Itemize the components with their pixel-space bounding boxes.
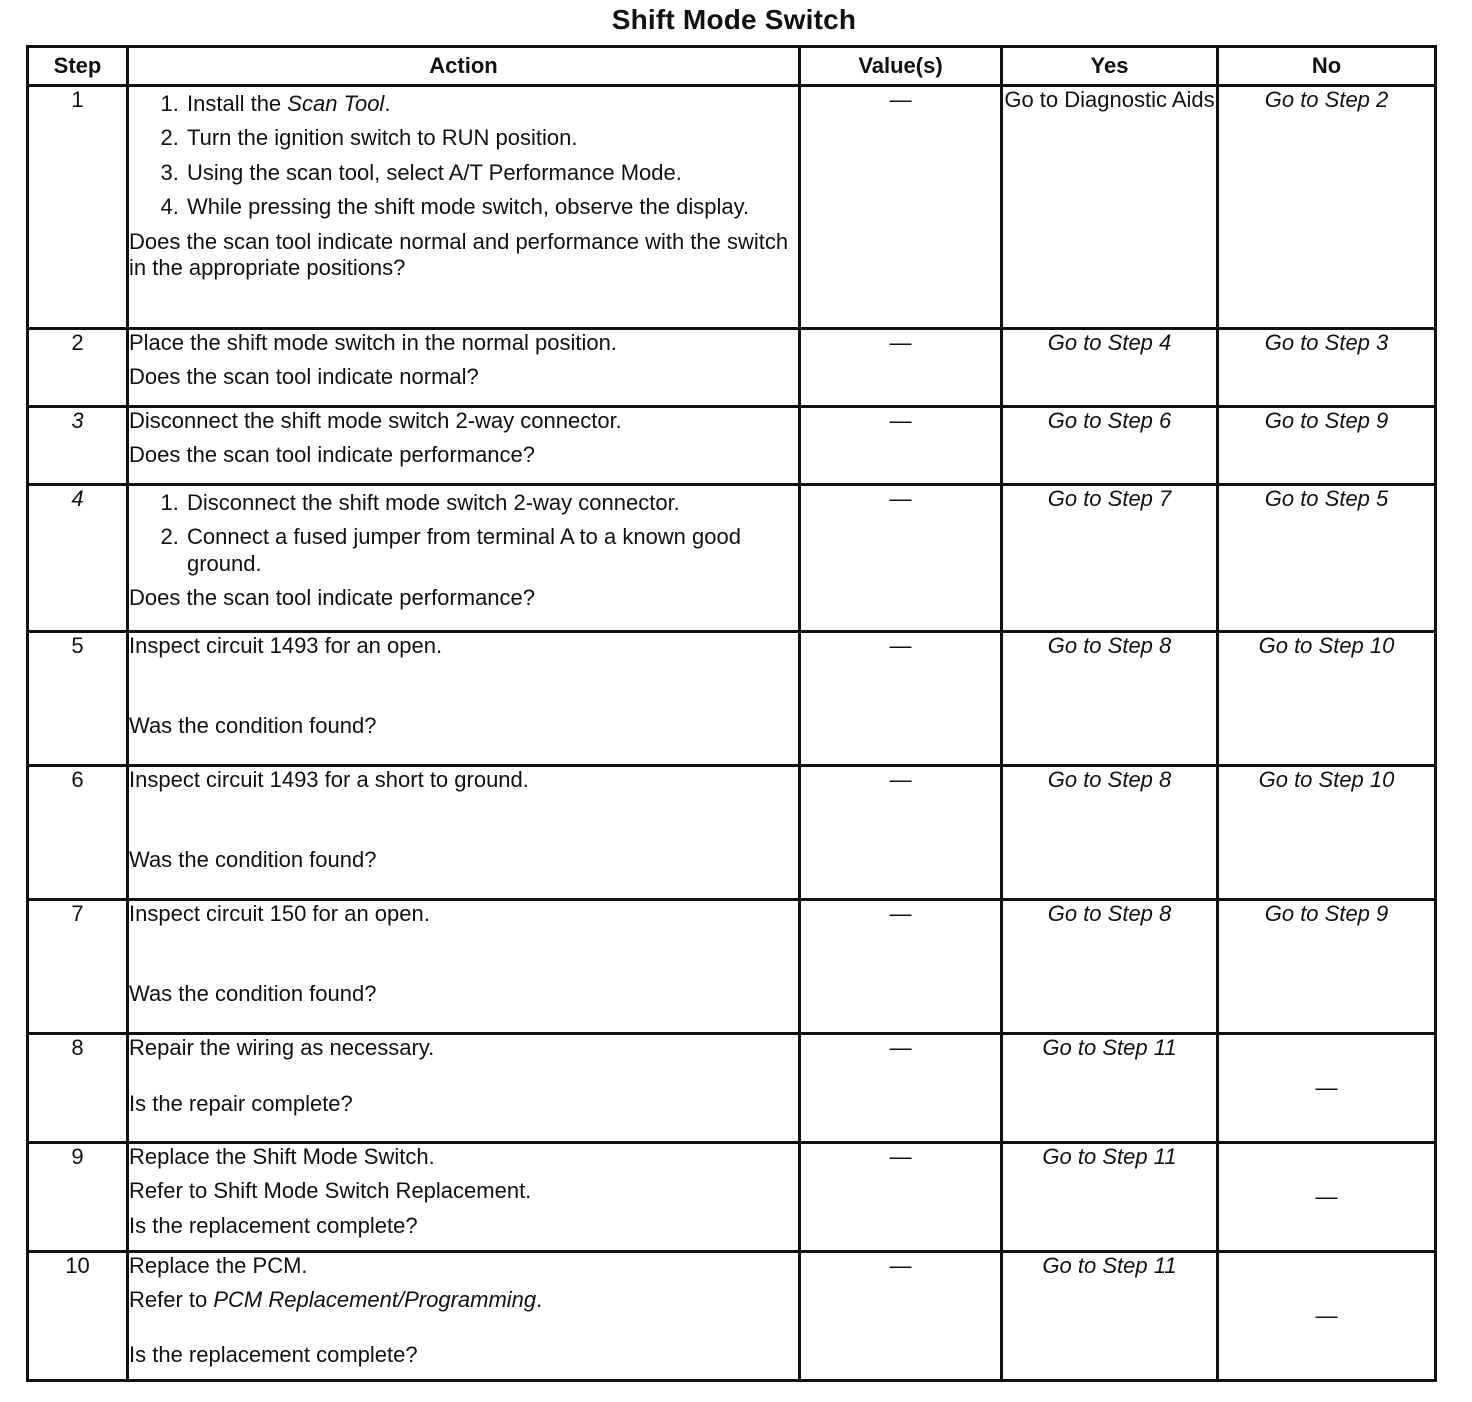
action-line: Refer to Shift Mode Switch Replacement. (129, 1178, 532, 1204)
yes-cell: Go to Step 8 (1002, 632, 1218, 766)
action-line: Replace the Shift Mode Switch. (129, 1144, 435, 1169)
action-question: Does the scan tool indicate performance? (129, 585, 536, 611)
col-header-action: Action (128, 47, 800, 86)
value-cell: — (800, 632, 1002, 766)
action-line: Disconnect the shift mode switch 2-way connector. (129, 408, 622, 433)
yes-cell: Go to Step 11 (1002, 1034, 1218, 1143)
step-number: 8 (28, 1034, 128, 1143)
action-question: Was the condition found? (129, 713, 377, 739)
table-row (28, 86, 1436, 329)
value-cell: — (800, 766, 1002, 900)
yes-cell: Go to Step 8 (1002, 900, 1218, 1034)
step-number: 3 (28, 407, 128, 485)
value-cell: — (800, 329, 1002, 407)
list-item: 1. Install the Scan Tool. (185, 91, 798, 117)
no-cell: Go to Step 3 (1218, 329, 1436, 407)
yes-cell: Go to Step 11 (1002, 1143, 1218, 1252)
list-item: 4. While pressing the shift mode switch, observe the display. (185, 194, 798, 220)
step-number: 7 (28, 900, 128, 1034)
value-cell: — (800, 407, 1002, 485)
table-row (28, 1252, 1436, 1381)
step-number: 2 (28, 329, 128, 407)
no-cell: Go to Step 9 (1218, 900, 1436, 1034)
no-cell: — (1218, 1252, 1436, 1381)
action-list (129, 91, 798, 221)
action-line: Place the shift mode switch in the normal position. (129, 330, 617, 355)
action-cell (128, 766, 800, 900)
table-header-row (28, 47, 1436, 86)
list-item: 2. Turn the ignition switch to RUN position. (185, 125, 798, 151)
action-question: Is the replacement complete? (129, 1212, 418, 1238)
no-cell: — (1218, 1034, 1436, 1143)
action-question: Was the condition found? (129, 981, 377, 1007)
action-line: Replace the PCM. (129, 1253, 308, 1278)
value-cell: — (800, 1143, 1002, 1252)
no-cell: Go to Step 2 (1218, 86, 1436, 329)
step-number: 1 (28, 86, 128, 329)
action-line: Inspect circuit 1493 for an open. (129, 633, 443, 658)
action-question: Is the replacement complete? (129, 1341, 418, 1367)
yes-cell: Go to Step 4 (1002, 329, 1218, 407)
step-number: 9 (28, 1143, 128, 1252)
no-cell: Go to Step 10 (1218, 766, 1436, 900)
table-row (28, 1034, 1436, 1143)
list-item: 1. Disconnect the shift mode switch 2-way connector. (185, 490, 798, 516)
step-number: 5 (28, 632, 128, 766)
action-cell (128, 632, 800, 766)
yes-cell: Go to Step 7 (1002, 485, 1218, 632)
step-number: 4 (28, 485, 128, 632)
table-row (28, 900, 1436, 1034)
col-header-yes: Yes (1002, 47, 1218, 86)
value-cell: — (800, 900, 1002, 1034)
action-cell (128, 407, 800, 485)
no-cell: — (1218, 1143, 1436, 1252)
no-cell: Go to Step 10 (1218, 632, 1436, 766)
value-cell: — (800, 86, 1002, 329)
no-cell: Go to Step 5 (1218, 485, 1436, 632)
table-row (28, 407, 1436, 485)
list-item: 3. Using the scan tool, select A/T Performance Mode. (185, 160, 798, 186)
page-title: Shift Mode Switch (611, 4, 857, 35)
col-header-no: No (1218, 47, 1436, 86)
action-question: Does the scan tool indicate normal and performance with the switch in the appropriate positions? (129, 228, 789, 280)
action-cell (128, 1143, 800, 1252)
step-number: 10 (28, 1252, 128, 1381)
emphasis-text: Scan Tool (287, 91, 385, 116)
step-number: 6 (28, 766, 128, 900)
value-cell: — (800, 1252, 1002, 1381)
yes-cell: Go to Diagnostic Aids (1002, 86, 1218, 329)
yes-cell: Go to Step 11 (1002, 1252, 1218, 1381)
action-cell (128, 329, 800, 407)
action-question: Was the condition found? (129, 847, 377, 873)
value-cell: — (800, 485, 1002, 632)
yes-cell: Go to Step 8 (1002, 766, 1218, 900)
action-cell (128, 1252, 800, 1381)
emphasis-text: PCM Replacement/Programming (213, 1287, 537, 1313)
action-cell (128, 86, 800, 329)
table-row (28, 632, 1436, 766)
table-row (28, 329, 1436, 407)
yes-cell: Go to Step 6 (1002, 407, 1218, 485)
action-question: Does the scan tool indicate normal? (129, 364, 479, 390)
action-line: Inspect circuit 150 for an open. (129, 901, 430, 926)
action-line: Inspect circuit 1493 for a short to ground. (129, 767, 529, 792)
col-header-step: Step (28, 47, 128, 86)
action-cell (128, 900, 800, 1034)
action-question: Does the scan tool indicate performance? (129, 442, 536, 468)
col-header-values: Value(s) (800, 47, 1002, 86)
diagnostic-table (26, 45, 1437, 1382)
table-row (28, 766, 1436, 900)
action-cell (128, 1034, 800, 1143)
list-item: 2. Connect a fused jumper from terminal A to a known good ground. (185, 524, 798, 577)
value-cell: — (800, 1034, 1002, 1143)
table-row (28, 1143, 1436, 1252)
action-question: Is the repair complete? (129, 1091, 353, 1117)
action-list (129, 490, 798, 577)
action-line: Repair the wiring as necessary. (129, 1035, 435, 1060)
table-row (28, 485, 1436, 632)
action-cell (128, 485, 800, 632)
no-cell: Go to Step 9 (1218, 407, 1436, 485)
action-line: Refer to PCM Replacement/Programming. (129, 1287, 543, 1313)
